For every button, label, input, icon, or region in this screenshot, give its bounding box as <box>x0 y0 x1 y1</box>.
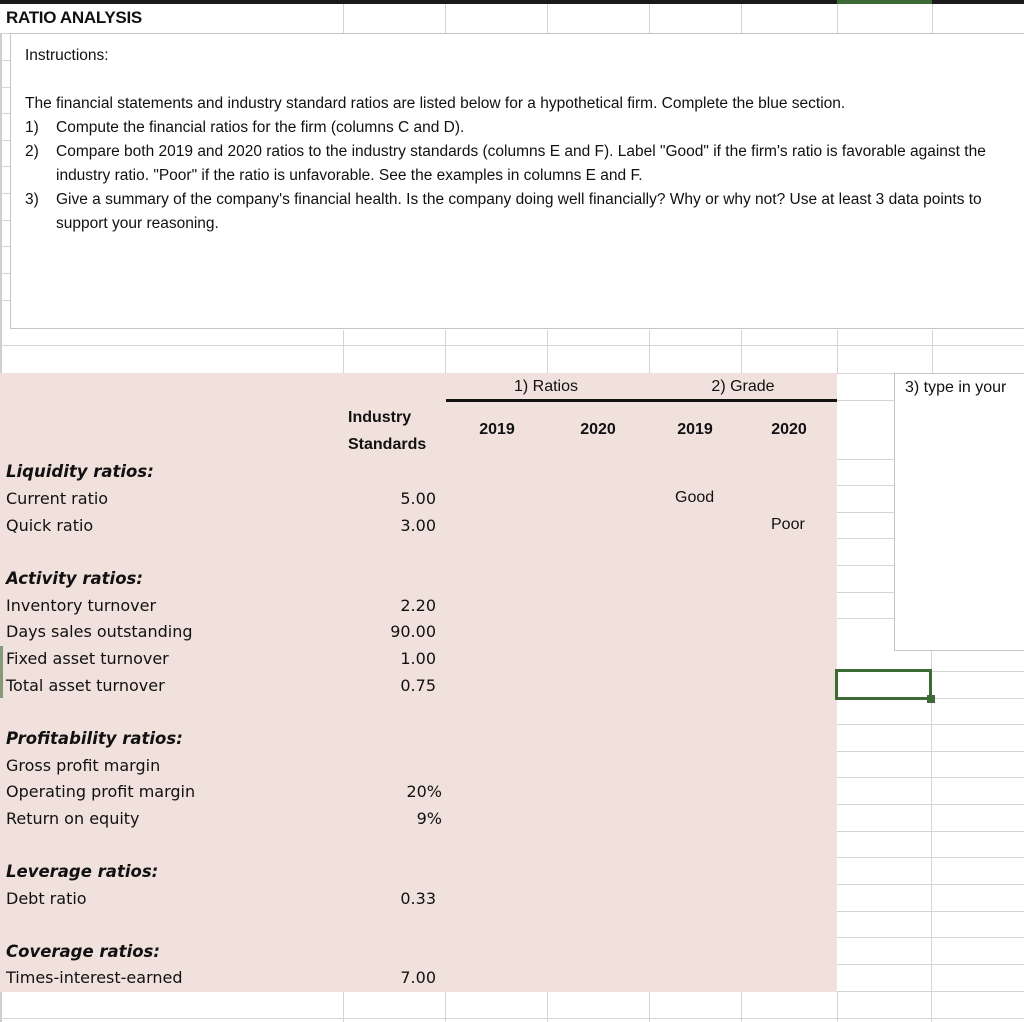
selected-cell[interactable] <box>835 669 932 700</box>
gridline <box>0 1018 1024 1019</box>
gridline <box>837 911 1024 912</box>
gridline <box>931 651 932 1022</box>
step-number: 3) <box>25 191 39 208</box>
step-text: Compute the financial ratios for the firm (columns C and D). <box>56 119 465 136</box>
gridline <box>649 4 650 33</box>
header-grade-2020[interactable]: 2020 <box>771 421 807 438</box>
step-number: 1) <box>25 119 39 136</box>
gridline <box>0 87 10 88</box>
gridline <box>343 4 344 33</box>
row-indicator <box>0 646 3 698</box>
gridline <box>445 330 446 373</box>
industry-inventory-turnover[interactable]: 2.20 <box>400 596 436 615</box>
gridline <box>837 804 1024 805</box>
gridline <box>837 4 838 33</box>
gridline <box>837 400 894 401</box>
gridline <box>0 246 10 247</box>
header-ratio-2020[interactable]: 2020 <box>580 421 616 438</box>
group-header-ratios[interactable]: 1) Ratios <box>513 378 579 395</box>
category-leverage[interactable]: Leverage ratios: <box>6 862 159 881</box>
step-number: 2) <box>25 143 39 160</box>
gridline <box>0 140 10 141</box>
gridline <box>837 831 1024 832</box>
instruction-step-3 <box>25 188 1015 236</box>
gridline <box>343 991 344 1022</box>
instructions-intro: The financial statements and industry standard ratios are listed below for a hypothetical firm. Complete the blue section. <box>25 95 846 112</box>
gridline <box>741 991 742 1022</box>
sheet-title[interactable]: RATIO ANALYSIS <box>6 8 142 27</box>
gridline <box>932 4 933 33</box>
gridline <box>0 166 10 167</box>
gridline <box>0 113 10 114</box>
industry-header-line1[interactable]: Industry <box>348 409 412 426</box>
gridline <box>837 592 894 593</box>
step-text: Compare both 2019 and 2020 ratios to the industry standards (columns E and F). Label "Good" if the firm's ratio is favorable against the industry ratio. "Poor" if the ratio is unfavorable. See the examples in columns E and F. <box>56 143 986 184</box>
industry-times-interest-earned[interactable]: 7.00 <box>400 968 436 987</box>
industry-quick-ratio[interactable]: 3.00 <box>400 516 436 535</box>
row-label-gross-profit-margin[interactable]: Gross profit margin <box>6 756 161 775</box>
step-text: Give a summary of the company's financial health. Is the company doing well financially? Why or why not? Use at least 3 data points to support your reasoning. <box>56 191 982 232</box>
grade-2019-current-ratio[interactable]: Good <box>675 489 715 506</box>
gridline <box>837 991 838 1022</box>
grade-2020-quick-ratio[interactable]: Poor <box>771 516 805 533</box>
industry-days-sales-outstanding[interactable]: 90.00 <box>390 622 436 641</box>
industry-header-line2: Standards <box>348 436 427 453</box>
instructions-heading: Instructions: <box>25 47 109 64</box>
industry-fixed-asset-turnover[interactable]: 1.00 <box>400 649 436 668</box>
selected-column-indicator <box>837 0 932 4</box>
industry-current-ratio[interactable]: 5.00 <box>400 489 436 508</box>
row-label-debt-ratio[interactable]: Debt ratio <box>6 889 87 908</box>
gridline <box>837 565 894 566</box>
gridline <box>837 857 1024 858</box>
gridline <box>343 330 344 373</box>
gridline <box>837 724 1024 725</box>
gridline <box>932 330 933 373</box>
group-header-grade[interactable]: 2) Grade <box>711 378 775 395</box>
row-label-current-ratio[interactable]: Current ratio <box>6 489 109 508</box>
row-label-days-sales-outstanding[interactable]: Days sales outstanding <box>6 622 193 641</box>
category-profitability[interactable]: Profitability ratios: <box>6 729 183 748</box>
gridline <box>741 330 742 373</box>
row-label-return-on-equity[interactable]: Return on equity <box>6 809 140 828</box>
gridline <box>547 330 548 373</box>
header-grade-2019[interactable]: 2019 <box>677 421 713 438</box>
gridline <box>649 330 650 373</box>
gridline <box>837 538 894 539</box>
gridline <box>0 60 10 61</box>
header-underline <box>446 399 837 402</box>
summary-prompt: 3) type in your <box>905 379 1007 396</box>
gridline <box>0 193 10 194</box>
gridline <box>837 373 894 374</box>
row-label-times-interest-earned[interactable]: Times-interest-earned <box>6 968 183 987</box>
gridline <box>0 300 10 301</box>
gridline <box>837 884 1024 885</box>
gridline <box>837 512 894 513</box>
instruction-step-1 <box>25 116 1015 140</box>
category-liquidity[interactable]: Liquidity ratios: <box>6 462 154 481</box>
row-label-operating-profit-margin[interactable]: Operating profit margin <box>6 782 196 801</box>
industry-total-asset-turnover[interactable]: 0.75 <box>400 676 436 695</box>
category-coverage[interactable]: Coverage ratios: <box>6 942 160 961</box>
gridline <box>837 937 1024 938</box>
instruction-step-2 <box>25 140 1015 188</box>
row-label-total-asset-turnover[interactable]: Total asset turnover <box>6 676 165 695</box>
row-label-inventory-turnover[interactable]: Inventory turnover <box>6 596 157 615</box>
gridline <box>837 459 894 460</box>
industry-debt-ratio[interactable]: 0.33 <box>400 889 436 908</box>
gridline <box>837 964 1024 965</box>
header-ratio-2019[interactable]: 2019 <box>479 421 515 438</box>
gridline <box>445 991 446 1022</box>
gridline <box>837 618 894 619</box>
summary-textbox[interactable] <box>894 373 1024 651</box>
instructions-steps <box>25 116 1015 236</box>
instructions-textbox[interactable] <box>10 33 1024 329</box>
gridline <box>837 751 1024 752</box>
category-activity[interactable]: Activity ratios: <box>6 569 143 588</box>
gridline <box>741 4 742 33</box>
gridline <box>837 777 1024 778</box>
gridline <box>0 273 10 274</box>
industry-return-on-equity[interactable]: 9% <box>416 809 442 828</box>
row-label-fixed-asset-turnover[interactable]: Fixed asset turnover <box>6 649 169 668</box>
gridline <box>837 330 838 373</box>
industry-operating-profit-margin[interactable]: 20% <box>406 782 442 801</box>
gridline <box>547 4 548 33</box>
gridline <box>0 220 10 221</box>
fill-handle[interactable] <box>927 695 935 703</box>
gridline <box>547 991 548 1022</box>
gridline <box>445 4 446 33</box>
gridline <box>0 345 1024 346</box>
gridline <box>649 991 650 1022</box>
gridline <box>837 485 894 486</box>
row-label-quick-ratio[interactable]: Quick ratio <box>6 516 94 535</box>
